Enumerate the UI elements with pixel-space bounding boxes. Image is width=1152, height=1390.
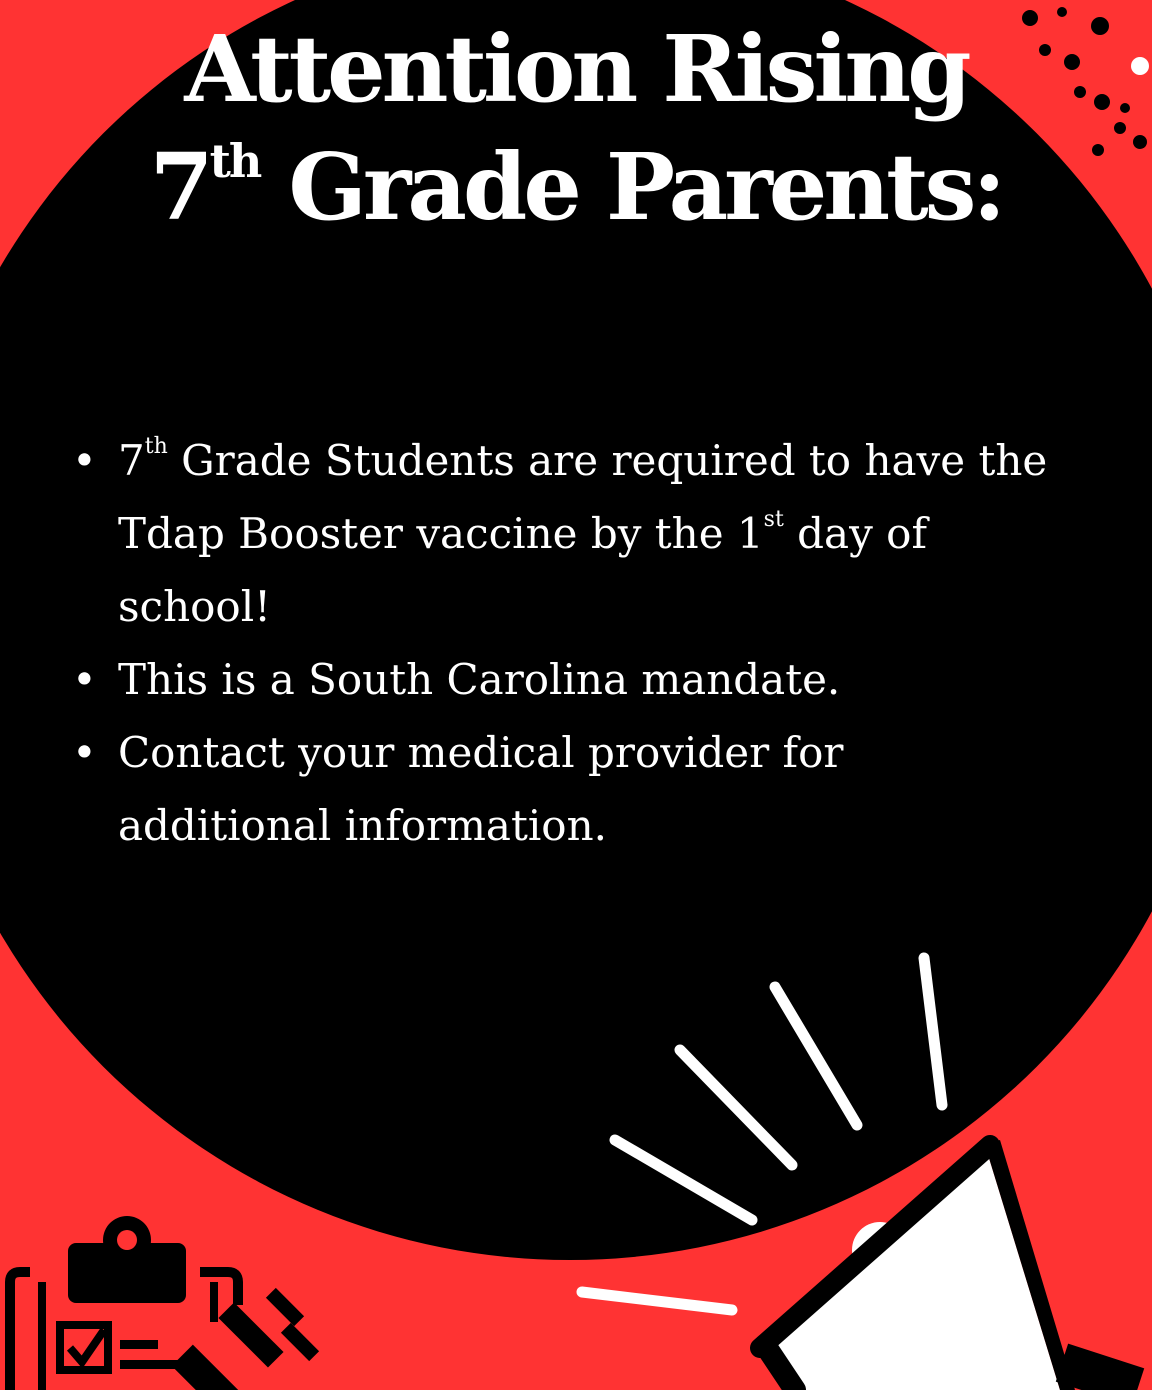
headline-line-2: [0, 128, 1152, 246]
headline-grade-suffix: th: [209, 134, 261, 188]
list-item: • This is a South Carolina mandate.: [70, 643, 1070, 716]
headline: [0, 10, 1152, 246]
headline-grade-number: 7: [149, 133, 210, 241]
headline-line-2-rest: Grade Parents:: [260, 133, 1003, 241]
syringe-icon: [172, 1288, 319, 1390]
headline-line-1: Attention Rising: [184, 15, 968, 123]
list-item: • Contact your medical provider for additional information.: [70, 716, 1070, 862]
list-item: • 7th Grade Students are required to have the Tdap Booster vaccine by the 1st day of school!: [70, 424, 1070, 643]
info-list: [70, 424, 1070, 862]
